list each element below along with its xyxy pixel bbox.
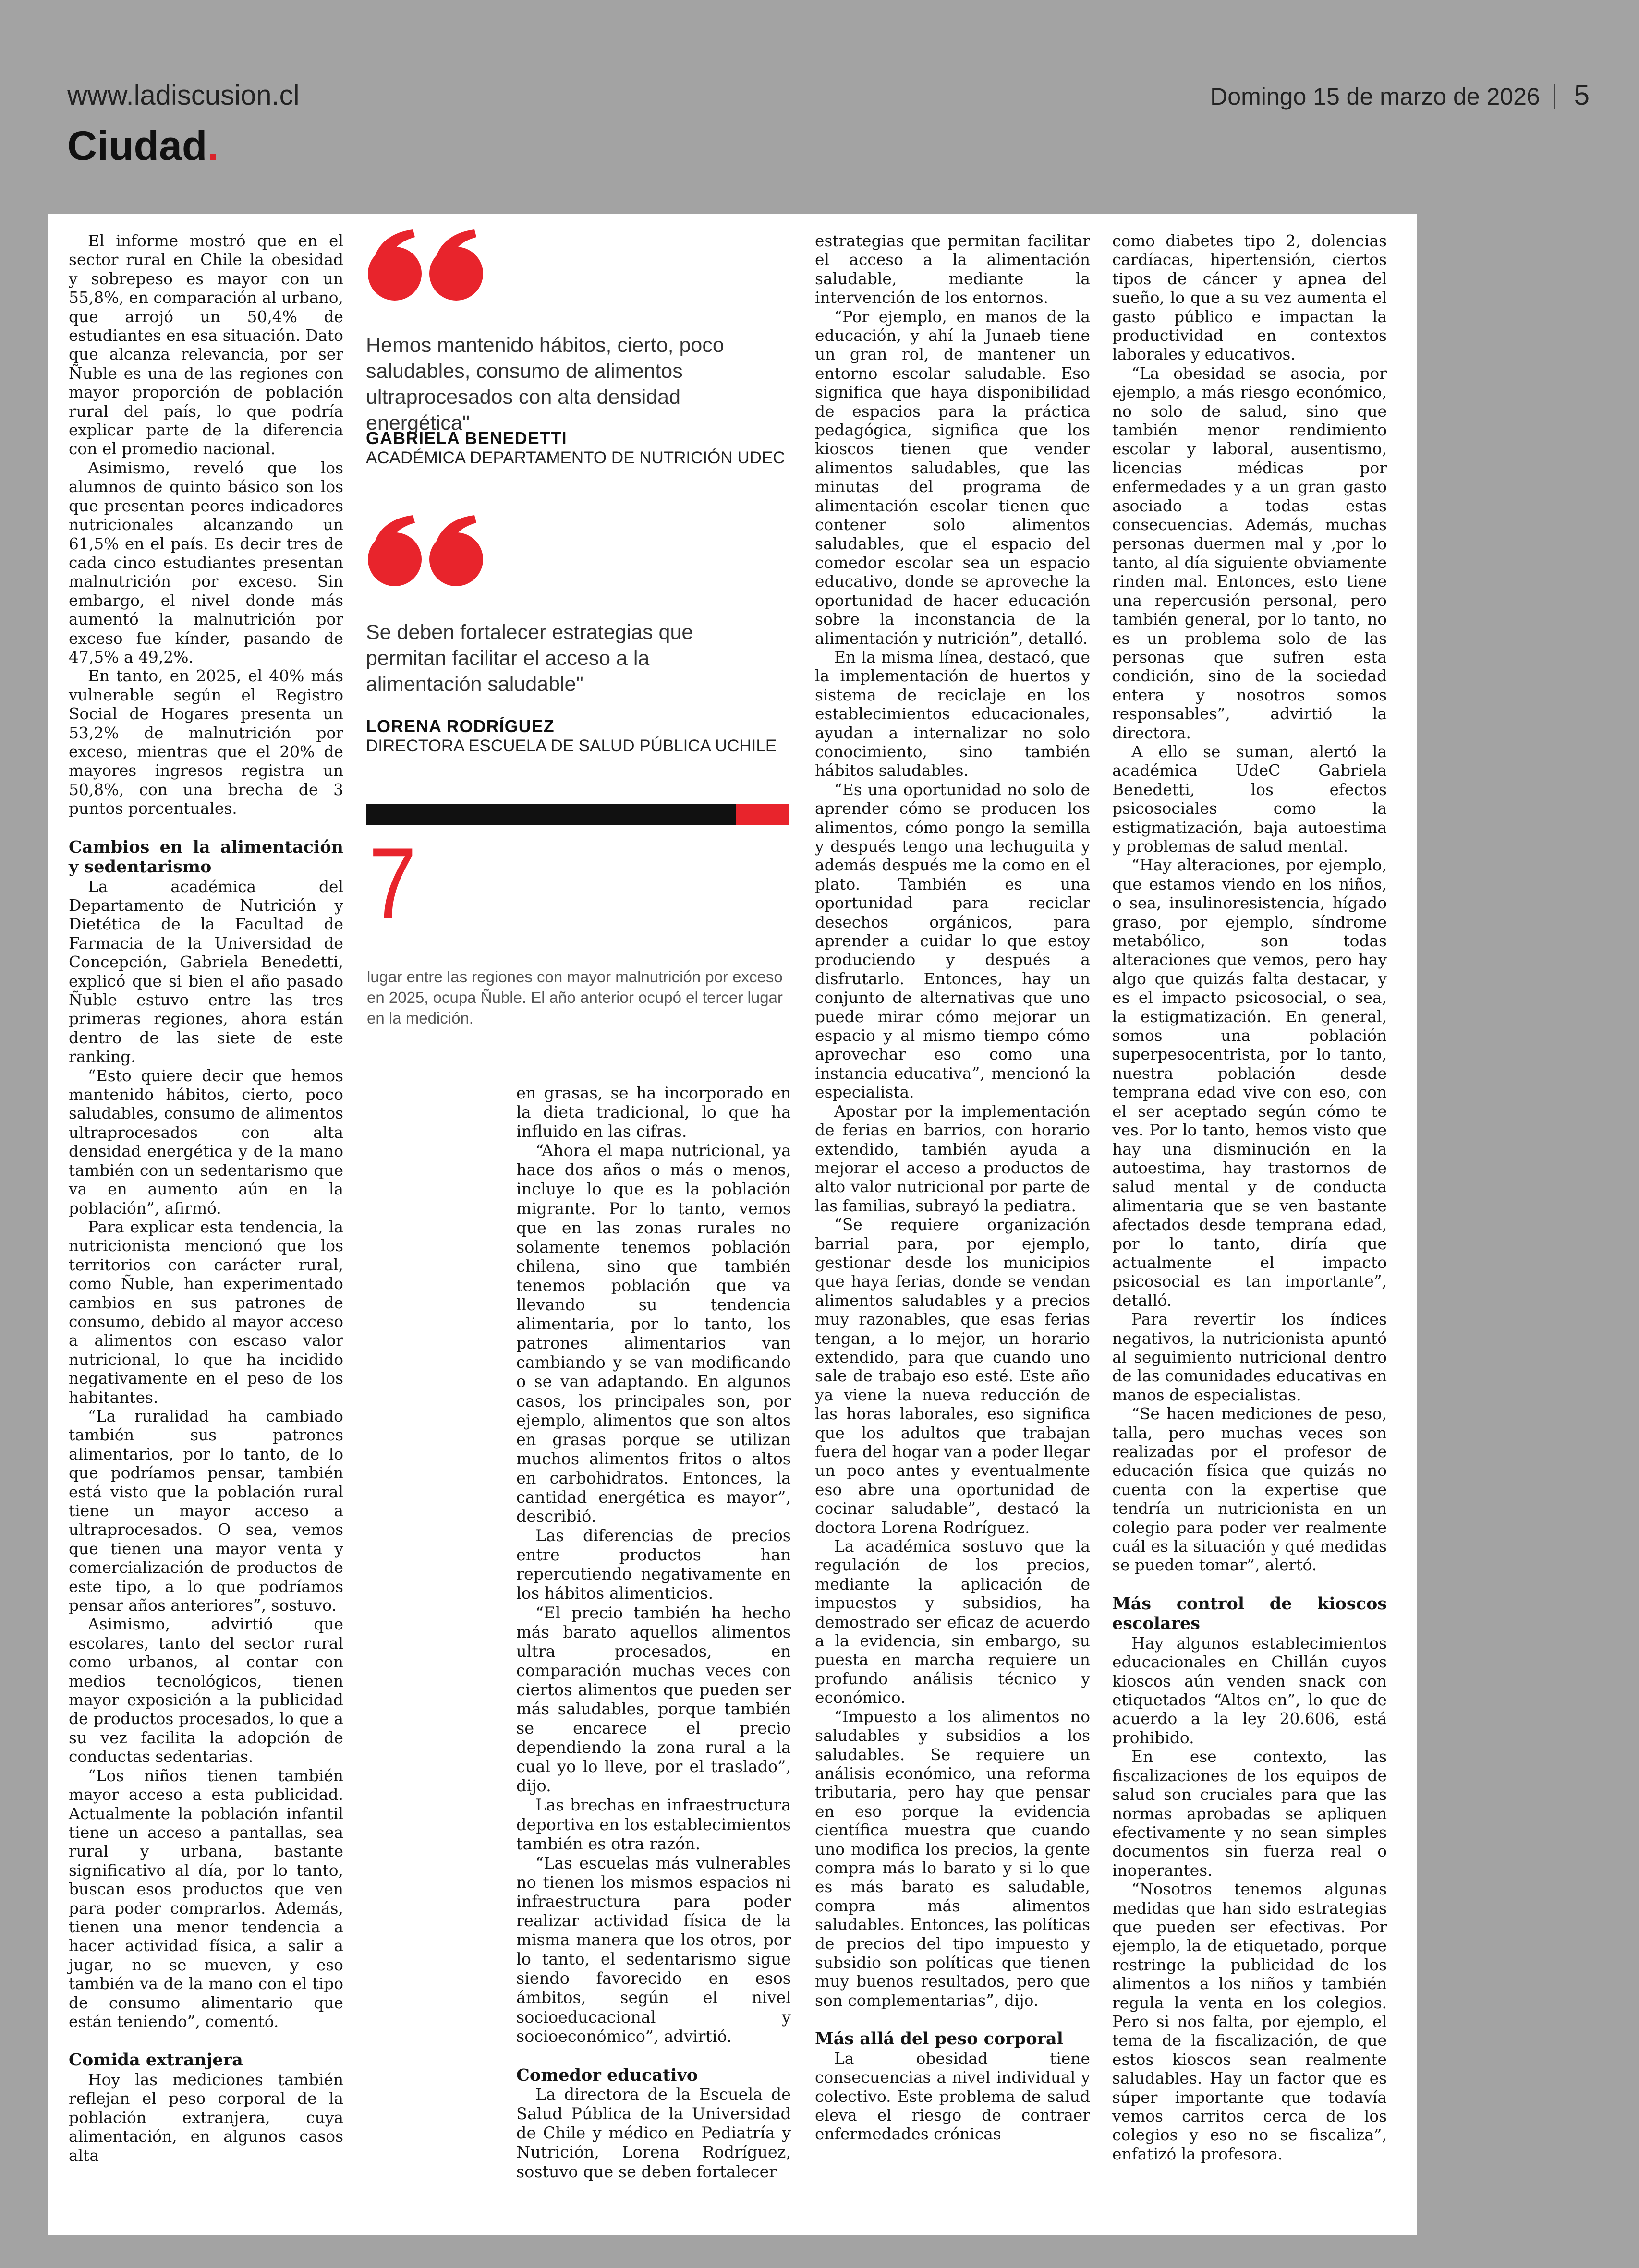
paragraph: Para revertir los índices negativos, la nutricionista apuntó al seguimiento nutricional dentro de las comunidades educativas en manos de especialistas.	[1112, 1310, 1387, 1404]
stat-divider-bar	[366, 804, 789, 825]
bar-red-segment	[736, 804, 789, 825]
bar-black-segment	[366, 804, 736, 825]
section-name: Ciudad	[67, 123, 207, 169]
paragraph: La obesidad tiene consecuencias a nivel individual y colectivo. Este problema de salud eleva el riesgo de contraer enfermedades crónicas	[815, 2049, 1090, 2144]
stat-number: 7	[369, 827, 417, 940]
quote-author: LORENA RODRÍGUEZ	[366, 716, 555, 736]
paragraph: “Las escuelas más vulnerables no tienen los mismos espacios ni infraestructura para poder realizar actividad física de la misma manera que los otros, por lo tanto, el sedentarismo sigue siendo favorecido en esos ámbitos, según el nivel socioeducacional y socioeconómico”, advirtió.	[516, 1853, 791, 2046]
section-dot: .	[207, 123, 219, 169]
paragraph: “Ahora el mapa nutricional, ya hace dos años o más o menos, incluye lo que es la población migrante. Por lo tanto, vemos que en las zonas rurales no solamente tenemos población chilena, sino que también tenemos población que va llevando su tendencia alimentaria, por lo tanto, los patrones alimentarios van cambiando y se van modificando o se van adaptando. En algunos casos, los principales son, por ejemplo, alimentos que son altos en grasas porque se utilizan muchos alimentos fritos o altos en carbohidratos. Entonces, la cantidad energética es mayor”, describió.	[516, 1141, 791, 1526]
paragraph: Asimismo, reveló que los alumnos de quinto básico son los que presentan peores indicadores nutricionales alcanzando un 61,5% en el país. Es decir tres de cada cinco estudiantes presentan malnutrición por exceso. Sin embargo, el nivel donde más aumentó la malnutrición por exceso fue kínder, pasando de 47,5% a 49,2%.	[69, 458, 343, 666]
paragraph: La directora de la Escuela de Salud Pública de la Universidad de Chile y médico en Pediatría y Nutrición, Lorena Rodríguez, sostuvo que se deben fortalecer	[516, 2085, 791, 2181]
paragraph: “Por ejemplo, en manos de la educación, y ahí la Junaeb tiene un gran rol, de mantener un entorno escolar saludable. Eso significa que haya disponibilidad de espacios para la práctica pedagógica, significa que los kioscos tienen que vender alimentos saludables, que las minutas del programa de alimentación escolar tienen que contener solo alimentos saludables, que el espacio del comedor escolar sea un espacio educativo, donde se aproveche la oportunidad de hacer educación sobre la inconstancia de la alimentación y nutrición”, detalló.	[815, 307, 1090, 648]
article-column-4	[1112, 231, 1387, 2163]
stat-caption: lugar entre las regiones con mayor malnutrición por exceso en 2025, ocupa Ñuble. El año anterior ocupó el tercer lugar en la medición.	[367, 968, 783, 1027]
paragraph: “Los niños tienen también mayor acceso a esta publicidad. Actualmente la población infantil tiene un acceso a pantallas, sea rural y urbana, bastante significativo al día, por lo tanto, buscan esos productos que ven para poder comprarlos. Además, tienen una menor tendencia a hacer actividad física, a salir a jugar, no se mueven, y eso también va de la mano con el tipo de consumo alimentario que están teniendo”, comentó.	[69, 1766, 343, 2031]
paragraph: Las diferencias de precios entre productos han repercutiendo negativamente en los hábitos alimenticios.	[516, 1526, 791, 1603]
paragraph: Para explicar esta tendencia, la nutricionista mencionó que los territorios con carácter rural, como Ñuble, han experimentado cambios en sus patrones de consumo, debido al mayor acceso a alimentos con escaso valor nutricional, lo que ha incidido negativamente en el peso de los habitantes.	[69, 1217, 343, 1407]
paragraph: Asimismo, advirtió que escolares, tanto del sector rural como urbanos, al contar con medios tecnológicos, tienen mayor exposición a la publicidad de productos procesados, lo que a su vez facilita la adopción de conductas sedentarias.	[69, 1615, 343, 1766]
paragraph: Hay algunos establecimientos educacionales en Chillán cuyos kioscos aún venden snack con etiquetados “Altos en”, lo que de acuerdo a la ley 20.606, está prohibido.	[1112, 1633, 1387, 1747]
quotation-mark-icon	[366, 226, 496, 302]
quote-author: GABRIELA BENEDETTI	[366, 428, 567, 448]
subheading: Comida extranjera	[69, 2050, 243, 2070]
pull-quote-rodriguez	[366, 511, 789, 771]
paragraph: “Nosotros tenemos algunas medidas que han sido estrategias que pueden ser efectivas. Por ejemplo, la de etiquetado, porque restringe la publicidad de los alimentos a los niños y también regula la venta en los colegios. Pero si nos falta, por ejemplo, el tema de la fiscalización, de que estos kioscos sean realmente saludables. Hay un factor que es súper importante que todavía vemos carritos cerca de los colegios y eso no se fiscaliza”, enfatizó la profesora.	[1112, 1880, 1387, 2163]
quote-author-role: ACADÉMICA DEPARTAMENTO DE NUTRICIÓN UDEC	[366, 448, 785, 467]
article-column-3	[815, 231, 1090, 2144]
issue-date: Domingo 15 de marzo de 2026	[1210, 83, 1540, 110]
paragraph: “Es una oportunidad no solo de aprender cómo se producen los alimentos, cómo pongo la semilla y después tengo una lechuguita y además después me la como en el plato. También es una oportunidad para reciclar desechos orgánicos, para aprender a cuidar lo que estoy produciendo y después a disfrutarlo. Entonces, hay un conjunto de alternativas que uno puede mirar cómo mejorar un espacio y al mismo tiempo cómo aprovechar eso como una instancia educativa”, mencionó la especialista.	[815, 780, 1090, 1102]
paragraph: En ese contexto, las fiscalizaciones de los equipos de salud son cruciales para que las normas aprobadas se apliquen efectivamente y no sean simples documentos sin fuerza real o inoperantes.	[1112, 1747, 1387, 1880]
site-url[interactable]: www.ladiscusion.cl	[67, 80, 300, 111]
paragraph: El informe mostró que en el sector rural en Chile la obesidad y sobrepeso es mayor con un 55,8%, en comparación al urbano, que arrojó un 50,4% de estudiantes en esa situación. Dato que alcanza relevancia, por ser Ñuble es una de las regiones con mayor proporción de población rural del país, lo que podría explicar parte de la diferencia con el promedio nacional.	[69, 231, 343, 458]
subheading: Cambios en la alimentación y sedentarismo	[69, 837, 343, 877]
page-number: 5	[1574, 80, 1590, 111]
paragraph: Las brechas en infraestructura deportiva en los establecimientos también es otra razón.	[516, 1796, 791, 1853]
subheading: Comedor educativo	[516, 2065, 698, 2085]
paragraph: En tanto, en 2025, el 40% más vulnerable según el Registro Social de Hogares presenta un 53,2% de malnutrición por exceso, mientras que el 20% de mayores ingresos registra un 50,8%, con una brecha de 3 puntos porcentuales.	[69, 666, 343, 818]
header-divider	[1554, 84, 1555, 109]
paragraph: “Impuesto a los alimentos no saludables y subsidios a los saludables. Se requiere un análisis económico, una reforma tributaria, pero hay que pensar en eso porque la evidencia científica muestra que cuando uno modifica los precios, la gente compra más lo barato y si lo que es más barato es saludable, compra más alimentos saludables. Entonces, las políticas de precios del tipo impuesto y subsidio son políticas que tienen muy buenos resultados, pero que son complementarias”, dijo.	[815, 1707, 1090, 2010]
pull-quote-benedetti	[366, 226, 789, 475]
quote-text: Hemos mantenido hábitos, cierto, poco saludables, consumo de alimentos ultraprocesados con alta densidad energética"	[366, 334, 724, 434]
subheading: Más allá del peso corporal	[815, 2029, 1063, 2049]
paragraph: “La ruralidad ha cambiado también sus patrones alimentarios, por lo tanto, de lo que podríamos pensar, también está visto que la población rural tiene un mayor acceso a ultraprocesados. O sea, vemos que tienen una mayor venta y comercialización de productos de este tipo, a lo que podríamos pensar años anteriores”, sostuvo.	[69, 1406, 343, 1615]
quote-text: Se deben fortalecer estrategias que permitan facilitar el acceso a la alimentación saludable"	[366, 621, 693, 696]
paragraph: como diabetes tipo 2, dolencias cardíacas, hipertensión, ciertos tipos de cáncer y apnea del sueño, lo que a su vez aumenta el gasto público e impactan la productividad en contextos laborales y educativos.	[1112, 231, 1387, 364]
quotation-mark-icon	[366, 511, 496, 588]
quote-author-role: DIRECTORA ESCUELA DE SALUD PÚBLICA UCHILE	[366, 736, 777, 755]
paragraph: en grasas, se ha incorporado en la dieta tradicional, lo que ha influido en las cifras.	[516, 1084, 791, 1141]
issue-date-line	[1105, 79, 1590, 111]
paragraph: “Se requiere organización barrial para, por ejemplo, gestionar desde los municipios que haya ferias, donde se vendan alimentos saludables y a precios muy razonables, que esas ferias tengan, a lo mejor, un horario extendido, para que cuando uno sale de trabajo eso esté. Este año ya viene la nueva reducción de las horas laborales, eso significa que los adultos que trabajan fuera del hogar van a poder llegar un poco antes y eventualmente eso abre una oportunidad de cocinar saludable”, destacó la doctora Lorena Rodríguez.	[815, 1215, 1090, 1537]
article-column-2	[516, 1084, 791, 2182]
paragraph: “Se hacen mediciones de peso, talla, pero muchas veces son realizadas por el profesor de educación física que quizás no cuenta con la expertise que tendría un nutricionista en un colegio para poder ver realmente cuál es la situación y qué medidas se pueden tomar”, alertó.	[1112, 1404, 1387, 1575]
paragraph: Hoy las mediciones también reflejan el peso corporal de la población extranjera, cuya alimentación, en algunos casos alta	[69, 2070, 343, 2165]
subheading: Más control de kioscos escolares	[1112, 1593, 1387, 1634]
article-column-1	[69, 231, 343, 2165]
paragraph: “Esto quiere decir que hemos mantenido hábitos, cierto, poco saludables, consumo de alimentos ultraprocesados con alta densidad energética y de la mano también con un sedentarismo que va en aumento aún en la población”, afirmó.	[69, 1066, 343, 1218]
paragraph: A ello se suman, alertó la académica UdeC Gabriela Benedetti, los efectos psicosociales como la estigmatización, baja autoestima y problemas de salud mental.	[1112, 742, 1387, 856]
section-title	[67, 122, 219, 170]
paragraph: “La obesidad se asocia, por ejemplo, a más riesgo económico, no solo de salud, sino que también menor rendimiento escolar y laboral, ausentismo, licencias médicas por enfermedades y a un gran gasto asociado a todas estas consecuencias. Además, muchas personas duermen mal y ,por lo tanto, al día siguiente obviamente rinden mal. Entonces, esto tiene una repercusión personal, pero también general, por lo tanto, no es un problema solo de las personas que sufren esta condición, sino de la sociedad entera y nosotros somos responsables”, advirtió la directora.	[1112, 363, 1387, 742]
paragraph: Apostar por la implementación de ferias en barrios, con horario extendido, también ayuda a mejorar el acceso a productos de alto valor nutricional por parte de las familias, subrayó la pediatra.	[815, 1101, 1090, 1215]
paragraph: “El precio también ha hecho más barato aquellos alimentos ultra procesados, en comparación muchas veces con ciertos alimentos que pueden ser más saludables, porque también se encarece el precio dependiendo la zona rural a la cual yo lo lleve, por el traslado”, dijo.	[516, 1603, 791, 1796]
paragraph: La académica sostuvo que la regulación de los precios, mediante la aplicación de impuestos y subsidios, ha demostrado ser eficaz de acuerdo a la evidencia, sin embargo, su puesta en marcha requiere un profundo análisis técnico y económico.	[815, 1537, 1090, 1707]
paragraph: En la misma línea, destacó, que la implementación de huertos y sistema de reciclaje en los establecimientos educacionales, ayudan a internalizar no solo conocimiento, sino también hábitos saludables.	[815, 647, 1090, 780]
paragraph: “Hay alteraciones, por ejemplo, que estamos viendo en los niños, o sea, insulinoresistencia, hígado graso, por ejemplo, síndrome metabólico, son todas alteraciones que vemos, pero hay algo que quizás falta destacar, y es el impacto psicosocial, o sea, la estigmatización. En general, somos una población superpesocentrista, por lo tanto, nuestra población desde temprana edad vive con eso, con el ser aceptado según cómo te ves. Por lo tanto, hemos visto que hay una disminución en la autoestima, hay trastornos de salud mental y de conducta alimentaria que se ven bastante afectados desde temprana edad, por lo tanto, diría que actualmente el impacto psicosocial es tan importante”, detalló.	[1112, 856, 1387, 1310]
paragraph: estrategias que permitan facilitar el acceso a la alimentación saludable, mediante la intervención de los entornos.	[815, 231, 1090, 307]
paragraph: La académica del Departamento de Nutrición y Dietética de la Facultad de Farmacia de la Universidad de Concepción, Gabriela Benedetti, explicó que si bien el año pasado Ñuble estuvo entre las tres primeras regiones, ahora están dentro de las siete de este ranking.	[69, 877, 343, 1066]
